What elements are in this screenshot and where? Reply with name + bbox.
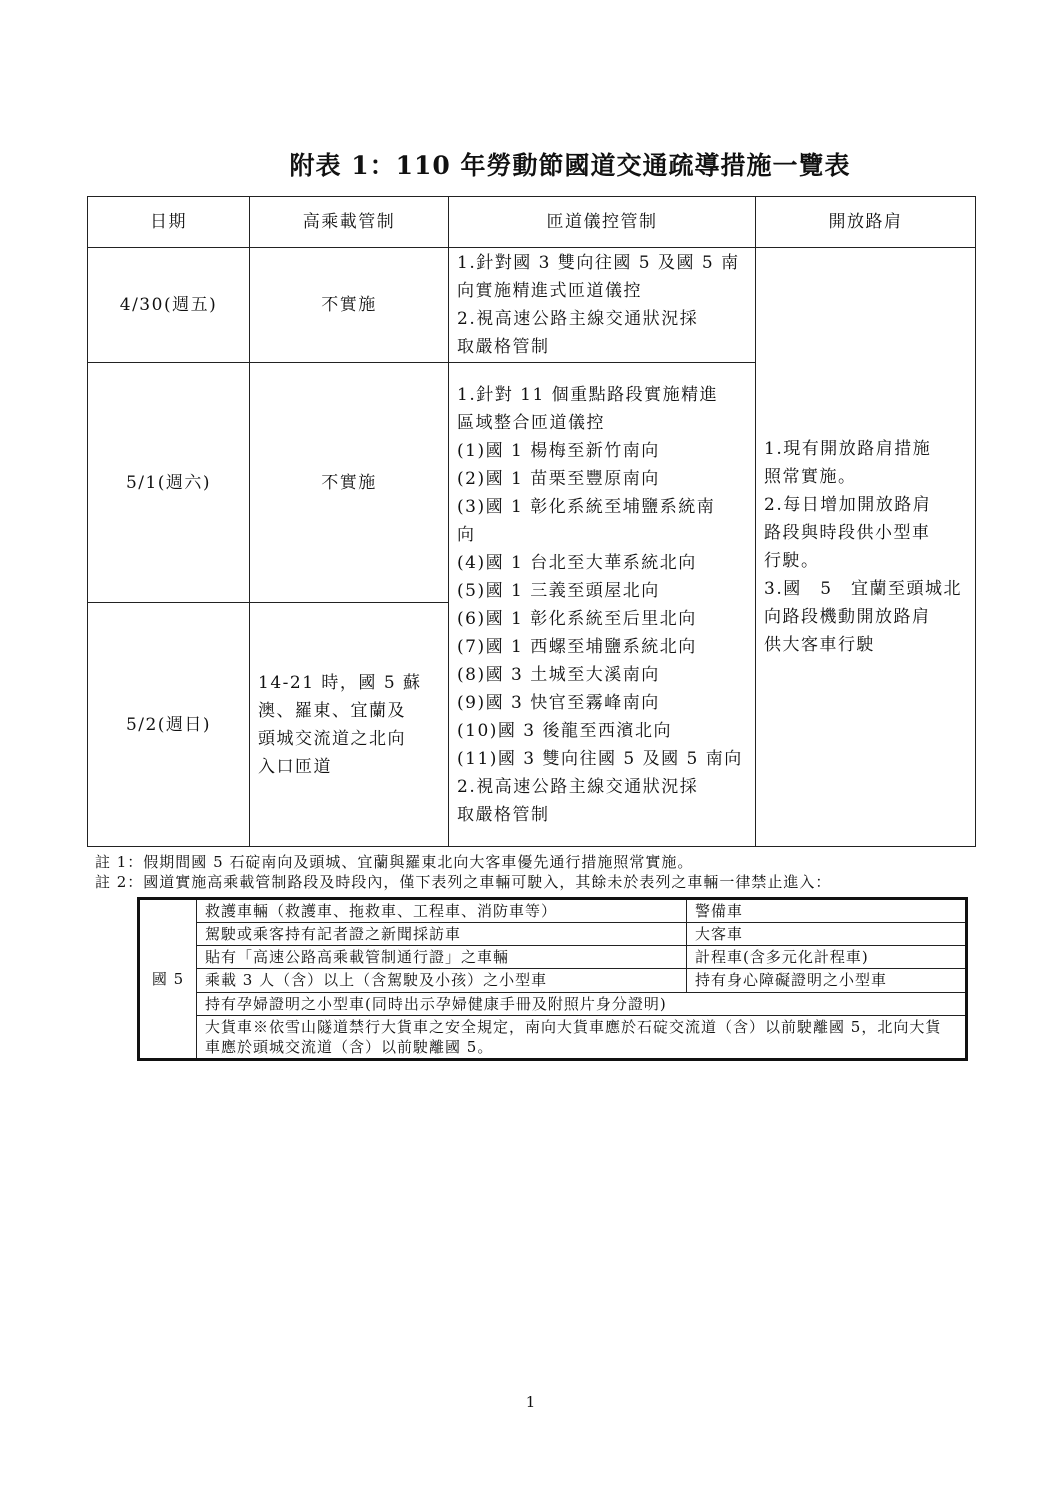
ramp-line: 1.針對 11 個重點路段實施精進 [457, 384, 719, 405]
hov-line: 澳、羅東、宜蘭及 [258, 700, 406, 721]
table-row [139, 992, 967, 1015]
date-cell: 4/30(週五) [88, 248, 250, 363]
vehicle-cell: 駕駛或乘客持有記者證之新聞採訪車 [197, 923, 687, 946]
ramp-line: (10)國 3 後龍至西濱北向 [457, 720, 673, 741]
hov-cell: 不實施 [250, 363, 449, 603]
header-date: 日期 [88, 197, 250, 248]
vehicle-cell: 救護車輛（救護車、拖救車、工程車、消防車等） [197, 899, 687, 923]
ramp-line: 2.視高速公路主線交通狀況採 [457, 309, 699, 329]
shoulder-line: 照常實施。 [764, 467, 857, 487]
vehicle-cell: 大客車 [687, 923, 967, 946]
shoulder-line: 向路段機動開放路肩 [764, 607, 931, 627]
table-row [139, 969, 967, 992]
header-shoulder: 開放路肩 [756, 197, 976, 248]
ramp-line: (2)國 1 苗栗至豐原南向 [457, 468, 660, 489]
date-cell: 5/1(週六) [88, 363, 250, 603]
ramp-line: 向 [457, 524, 476, 545]
shoulder-line: 行駛。 [764, 551, 820, 571]
ramp-line: (8)國 3 土城至大溪南向 [457, 664, 660, 685]
table-row [139, 1015, 967, 1059]
header-hov: 高乘載管制 [250, 197, 449, 248]
note-1: 註 1：假期間國 5 石碇南向及頭城、宜蘭與羅東北向大客車優先通行措施照常實施。 [95, 853, 694, 871]
shoulder-line: 3.國 5 宜蘭至頭城北 [764, 579, 963, 599]
notes [95, 852, 995, 892]
hov-line: 入口匝道 [258, 756, 332, 777]
shoulder-line: 1.現有開放路肩措施 [764, 439, 932, 459]
ramp-line: 取嚴格管制 [457, 804, 550, 825]
vehicle-table [137, 897, 968, 1061]
ramp-line: 1.針對國 3 雙向往國 5 及國 5 南 [457, 253, 740, 273]
ramp-line: (11)國 3 雙向往國 5 及國 5 南向 [457, 748, 743, 769]
ramp-line: (3)國 1 彰化系統至埔鹽系統南 [457, 496, 716, 517]
table-row [139, 923, 967, 946]
vehicle-cell: 持有身心障礙證明之小型車 [687, 969, 967, 992]
ramp-line: (6)國 1 彰化系統至后里北向 [457, 608, 697, 629]
ramp-line: (7)國 1 西螺至埔鹽系統北向 [457, 636, 697, 657]
truck-note: 大貨車※依雪山隧道禁行大貨車之安全規定，南向大貨車應於石碇交流道（含）以前駛離國 5，北向大貨車應於頭城交流道（含）以前駛離國 5。 [197, 1015, 967, 1059]
table-row [139, 899, 967, 923]
ramp-cell [449, 248, 756, 363]
vehicle-cell: 乘載 3 人（含）以上（含駕駛及小孩）之小型車 [197, 969, 687, 992]
note-2: 註 2：國道實施高乘載管制路段及時段內，僅下表列之車輛可駛入，其餘未於表列之車輛一律禁止進入： [95, 873, 832, 891]
ramp-line: (9)國 3 快官至霧峰南向 [457, 692, 660, 713]
ramp-line: 區域整合匝道儀控 [457, 412, 605, 433]
shoulder-line: 2.每日增加開放路肩 [764, 495, 932, 515]
vehicle-cell: 貼有「高速公路高乘載管制通行證」之車輛 [197, 946, 687, 969]
date-cell: 5/2(週日) [88, 603, 250, 847]
ramp-line: 2.視高速公路主線交通狀況採 [457, 776, 699, 797]
vehicle-cell: 計程車(含多元化計程車) [687, 946, 967, 969]
shoulder-cell [756, 248, 976, 847]
page-number: 1 [525, 1393, 536, 1411]
hov-line: 14-21 時，國 5 蘇 [258, 672, 422, 693]
freeway-label: 國 5 [139, 899, 197, 1060]
header-ramp-metering: 匝道儀控管制 [449, 197, 756, 248]
ramp-line: (1)國 1 楊梅至新竹南向 [457, 440, 660, 461]
table-row [139, 946, 967, 969]
hov-cell: 不實施 [250, 248, 449, 363]
table-row [88, 248, 976, 363]
table-header-row [88, 197, 976, 248]
vehicle-cell-full: 持有孕婦證明之小型車(同時出示孕婦健康手冊及附照片身分證明) [197, 992, 967, 1015]
ramp-line: 向實施精進式匝道儀控 [457, 281, 642, 301]
traffic-measures-table [87, 196, 976, 847]
ramp-line: (4)國 1 台北至大華系統北向 [457, 552, 697, 573]
page-title: 附表 1：110 年勞動節國道交通疏導措施一覽表 [289, 151, 851, 180]
vehicle-cell: 警備車 [687, 899, 967, 923]
ramp-cell-shared [449, 363, 756, 847]
hov-cell [250, 603, 449, 847]
shoulder-line: 路段與時段供小型車 [764, 523, 931, 543]
hov-line: 頭城交流道之北向 [258, 728, 406, 749]
ramp-line: (5)國 1 三義至頭屋北向 [457, 580, 660, 601]
ramp-line: 取嚴格管制 [457, 337, 550, 357]
shoulder-line: 供大客車行駛 [764, 635, 875, 655]
